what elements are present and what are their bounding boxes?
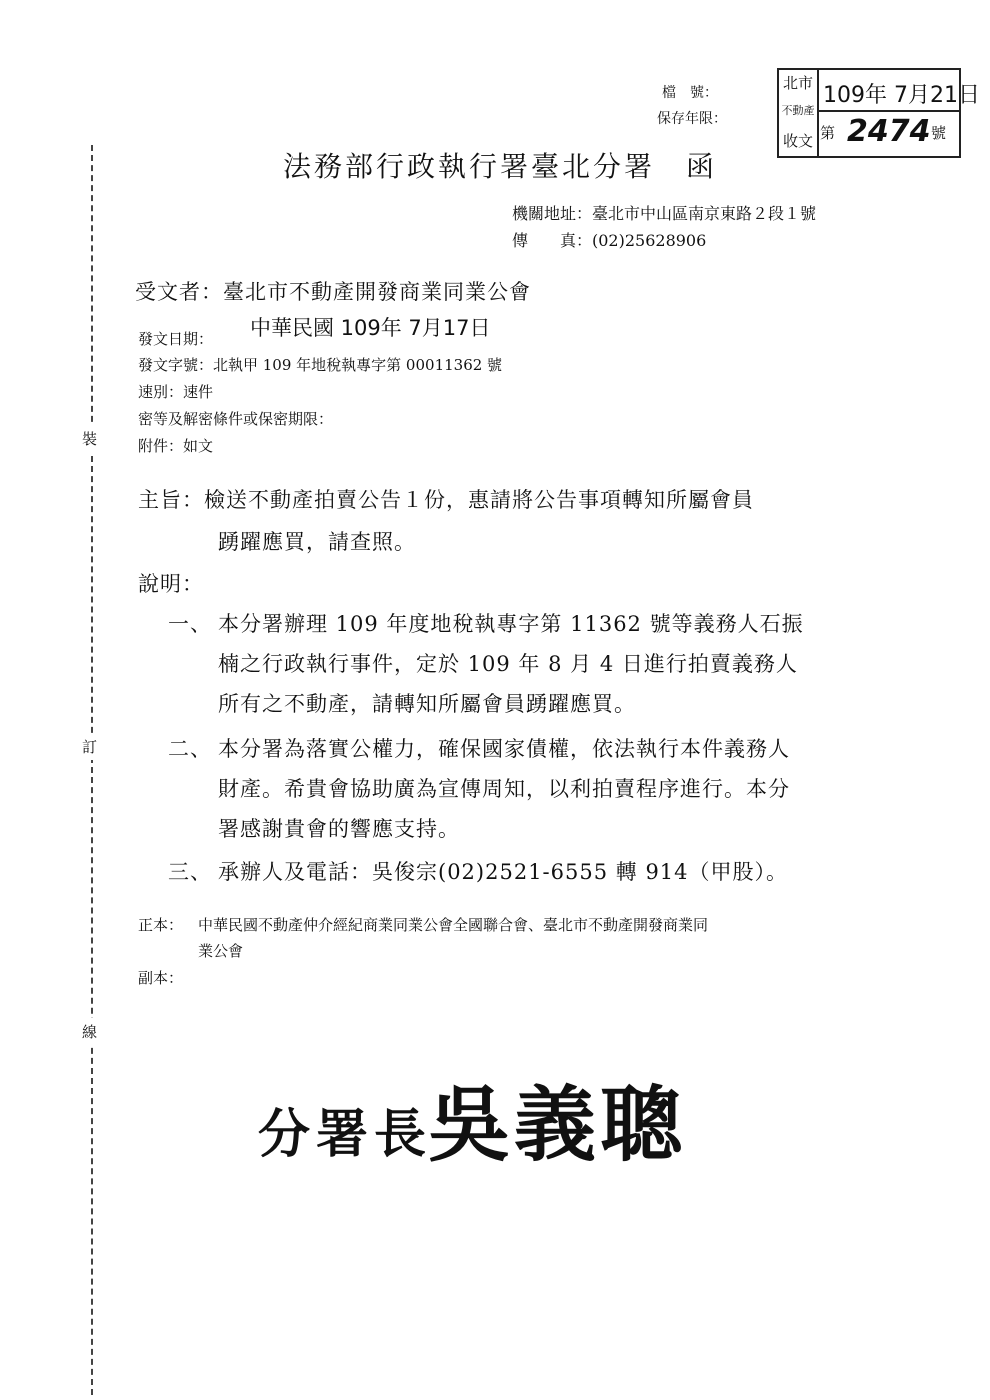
agency-address: 機關地址：臺北市中山區南京東路２段１號 xyxy=(512,204,817,223)
item-2-marker: 二、 xyxy=(168,737,212,761)
signature-title: 分署長 xyxy=(258,1105,433,1165)
attachment: 附件：如文 xyxy=(138,437,214,455)
signature-name: 吳義聰 xyxy=(428,1077,687,1173)
agency-fax: 傳 真：(02)25628906 xyxy=(512,231,707,250)
file-number-label: 檔 號： xyxy=(662,85,718,101)
retention-label: 保存年限： xyxy=(657,111,727,127)
binding-mark-zhuang: 裝 xyxy=(82,425,97,452)
item-2-line-2: 財產。希貴會協助廣為宣傳周知，以利拍賣程序進行。本分 xyxy=(218,777,790,801)
subject-line-1: 主旨：檢送不動產拍賣公告１份，惠請將公告事項轉知所屬會員 xyxy=(138,488,754,512)
receipt-stamp xyxy=(777,68,980,158)
issue-date-label: 發文日期： xyxy=(138,330,214,348)
original-copy-line-2: 業公會 xyxy=(198,942,244,960)
issue-date-stamp: 中華民國 109年 7月17日 xyxy=(250,316,491,340)
item-2-line-3: 署感謝貴會的響應支持。 xyxy=(218,817,460,841)
item-1-line-2: 楠之行政執行事件，定於 109 年 8 月 4 日進行拍賣義務人 xyxy=(218,652,798,676)
document-title: 法務部行政執行署臺北分署 函 xyxy=(283,150,718,183)
item-2-line-1: 本分署為落實公權力，確保國家債權，依法執行本件義務人 xyxy=(218,737,790,761)
explanation-heading: 說明： xyxy=(138,572,204,596)
recipient: 受文者：臺北市不動產開發商業同業公會 xyxy=(135,280,531,304)
delivery-speed: 速別：速件 xyxy=(138,383,214,401)
copy-label: 副本： xyxy=(138,969,184,987)
stamp-dept: 不動產 xyxy=(781,104,815,117)
stamp-city: 北市 xyxy=(782,74,813,92)
item-1-marker: 一、 xyxy=(168,612,212,636)
secrecy-level: 密等及解密條件或保密期限： xyxy=(138,410,334,428)
subject-line-2: 踴躍應買，請查照。 xyxy=(218,530,416,554)
binding-mark-ding: 訂 xyxy=(82,733,97,760)
binding-line xyxy=(91,145,93,1395)
item-1-line-1: 本分署辦理 109 年度地稅執專字第 11362 號等義務人石振 xyxy=(218,612,804,636)
stamp-number-prefix: 第 xyxy=(820,124,836,142)
item-3-line-1: 承辦人及電話：吳俊宗(02)2521-6555 轉 914（甲股）。 xyxy=(218,860,789,884)
item-3-marker: 三、 xyxy=(168,860,212,884)
stamp-received: 收文 xyxy=(782,132,813,150)
binding-mark-xian: 線 xyxy=(82,1018,97,1045)
original-copy-line-1: 中華民國不動產仲介經紀商業同業公會全國聯合會、臺北市不動產開發商業同 xyxy=(198,916,709,934)
document-number: 發文字號：北執甲 109 年地稅執專字第 00011362 號 xyxy=(138,356,503,374)
stamp-date: 109年 7月21日 xyxy=(823,83,980,108)
original-copy-label: 正本： xyxy=(138,916,184,934)
item-1-line-3: 所有之不動產，請轉知所屬會員踴躍應買。 xyxy=(218,692,636,716)
stamp-number: 2474 xyxy=(847,114,931,149)
stamp-number-suffix: 號 xyxy=(931,124,947,142)
